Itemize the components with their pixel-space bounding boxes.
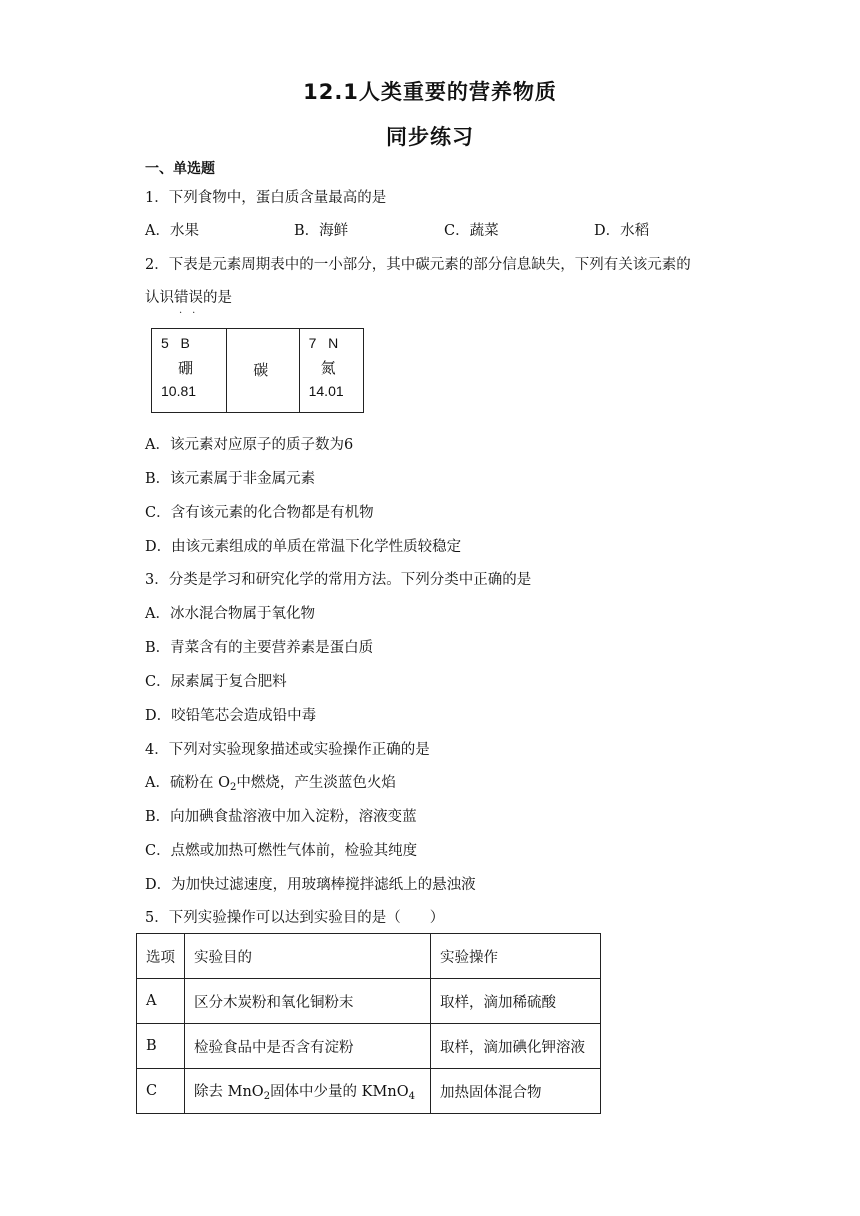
row-purpose xyxy=(185,1069,431,1114)
experiment-table xyxy=(136,933,601,1114)
row-purpose: 检验食品中是否含有淀粉 xyxy=(185,1024,431,1069)
element-number-symbol: 7 N xyxy=(308,335,339,351)
row-purpose: 区分木炭粉和氧化铜粉末 xyxy=(185,979,431,1024)
table-header-row xyxy=(137,934,601,979)
question-3-option-d: D．咬铅笔芯会造成铅中毒 xyxy=(145,708,317,724)
element-name: 氮 xyxy=(320,360,336,377)
question-4-option-a xyxy=(145,771,396,793)
question-3-option-b: B．青菜含有的主要营养素是蛋白质 xyxy=(145,640,374,656)
element-number-symbol: 5 B xyxy=(161,335,190,351)
element-cell-nitrogen xyxy=(299,329,363,412)
question-2-option-b: B．该元素属于非金属元素 xyxy=(145,471,316,487)
row-operation: 取样，滴加稀硫酸 xyxy=(431,979,601,1024)
question-1-option-d: D．水稻 xyxy=(594,223,650,239)
question-2-option-d: D．由该元素组成的单质在常温下化学性质较稳定 xyxy=(145,539,462,555)
row-option: C xyxy=(137,1069,185,1114)
question-3-option-c: C．尿素属于复合肥料 xyxy=(145,674,287,690)
table-row xyxy=(137,979,601,1024)
question-3-option-a: A．冰水混合物属于氧化物 xyxy=(145,606,315,622)
question-4-option-c: C．点燃或加热可燃性气体前，检验其纯度 xyxy=(145,843,418,859)
page-subtitle: 同步练习 xyxy=(386,125,474,149)
element-mass: 10.81 xyxy=(161,383,197,399)
table-row xyxy=(137,1024,601,1069)
purpose-text: 固体中少量的 KMnO xyxy=(270,1084,409,1100)
element-cell-boron xyxy=(152,329,226,412)
header-option: 选项 xyxy=(137,934,185,979)
purpose-text: 除去 MnO xyxy=(194,1084,264,1100)
question-2-option-a: A．该元素对应原子的质子数为6 xyxy=(145,437,354,453)
question-1-option-c: C．蔬菜 xyxy=(444,223,499,239)
header-purpose: 实验目的 xyxy=(185,934,431,979)
question-3-stem: 3．分类是学习和研究化学的常用方法。下列分类中正确的是 xyxy=(145,572,532,588)
header-operation: 实验操作 xyxy=(431,934,601,979)
question-1-option-a: A．水果 xyxy=(145,223,199,239)
element-mass: 14.01 xyxy=(308,383,344,399)
page-title: 12.1人类重要的营养物质 xyxy=(303,80,557,104)
question-4-stem: 4．下列对实验现象描述或实验操作正确的是 xyxy=(145,742,430,758)
subscript: 4 xyxy=(408,1091,415,1102)
question-1-stem: 1．下列食物中，蛋白质含量最高的是 xyxy=(145,190,387,206)
option-text: 中燃烧，产生淡蓝色火焰 xyxy=(236,775,396,791)
element-cell-carbon xyxy=(226,329,298,412)
table-row xyxy=(137,1069,601,1114)
row-option: A xyxy=(137,979,185,1024)
periodic-table-fragment xyxy=(151,328,364,413)
row-operation: 取样，滴加碘化钾溶液 xyxy=(431,1024,601,1069)
section-heading: 一、单选题 xyxy=(145,161,215,177)
row-option: B xyxy=(137,1024,185,1069)
subscript: 2 xyxy=(263,1091,271,1102)
question-1-option-b: B．海鲜 xyxy=(294,223,349,239)
question-2-stem-line1: 2．下表是元素周期表中的一小部分，其中碳元素的部分信息缺失，下列有关该元素的 xyxy=(145,257,691,273)
element-name: 硼 xyxy=(178,360,194,377)
question-2-option-c: C．含有该元素的化合物都是有机物 xyxy=(145,505,374,521)
question-4-option-b: B．向加碘食盐溶液中加入淀粉，溶液变蓝 xyxy=(145,809,417,825)
question-5-stem: 5．下列实验操作可以达到实验目的是（ ） xyxy=(145,910,445,926)
element-name: 碳 xyxy=(253,362,269,379)
emphasis-dots: ·· xyxy=(179,308,206,319)
question-4-option-d: D．为加快过滤速度，用玻璃棒搅拌滤纸上的悬浊液 xyxy=(145,877,476,893)
option-text: A．硫粉在 O xyxy=(145,775,230,791)
subscript: 2 xyxy=(229,782,237,793)
question-2-stem-line2: 认识错误的是 xyxy=(145,290,232,306)
row-operation: 加热固体混合物 xyxy=(431,1069,601,1114)
